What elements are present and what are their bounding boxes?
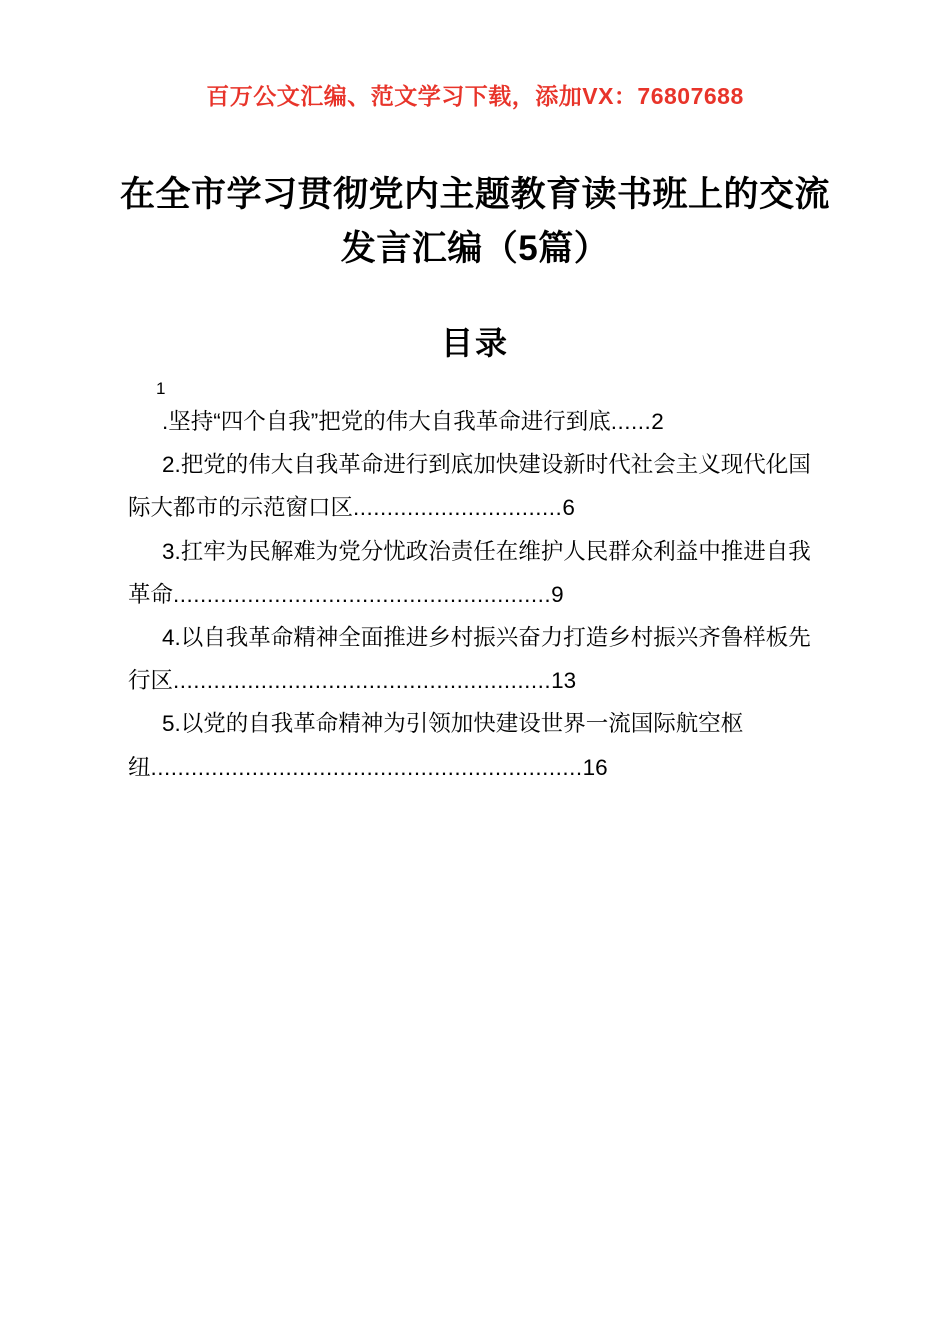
- toc-entry-page: 9: [551, 581, 564, 607]
- toc-leader: ...............................: [353, 495, 563, 521]
- toc-entry-number: 3.: [162, 538, 181, 564]
- toc-entry-page: 16: [582, 754, 608, 780]
- toc-leader: ........................................................: [173, 668, 552, 694]
- toc-entry-title: 以自我革命精神全面推进乡村振兴奋力打造乡村振兴齐鲁样板先行区: [128, 625, 811, 694]
- toc-entry-number: 4.: [162, 625, 181, 651]
- toc-heading: 目录: [440, 325, 509, 361]
- toc-leader: ......: [610, 409, 652, 435]
- table-of-contents: [128, 378, 828, 789]
- toc-entry-number: .: [162, 409, 169, 435]
- toc-entry-title: 扛牢为民解难为党分忧政治责任在维护人民群众利益中推进自我革命: [128, 538, 811, 607]
- toc-entry-page: 6: [562, 495, 575, 521]
- toc-entry-title: 以党的自我革命精神为引领加快建设世界一流国际航空枢纽: [128, 711, 744, 780]
- watermark-text: 百万公文汇编、范文学习下载，添加VX：76807688: [206, 83, 744, 109]
- toc-entry-page: 13: [551, 668, 577, 694]
- toc-entry[interactable]: [128, 530, 828, 616]
- toc-entry-title: 坚持“四个自我”把党的伟大自我革命进行到底: [168, 409, 611, 435]
- toc-entry[interactable]: [128, 443, 828, 529]
- toc-leader: ................................................................: [150, 754, 583, 780]
- toc-entry-number: 2.: [162, 452, 181, 478]
- page-title: 在全市学习贯彻党内主题教育读书班上的交流发言汇编（5篇）: [120, 175, 831, 269]
- toc-orphan-number: 1: [156, 379, 166, 398]
- toc-entry[interactable]: [128, 702, 828, 788]
- toc-entry-title: 把党的伟大自我革命进行到底加快建设新时代社会主义现代化国际大都市的示范窗口区: [128, 452, 811, 521]
- toc-entry-number: 5.: [162, 711, 181, 737]
- toc-entry[interactable]: [128, 616, 828, 702]
- toc-entry[interactable]: [128, 400, 828, 443]
- toc-entry-page: 2: [651, 409, 664, 435]
- toc-leader: ........................................................: [173, 581, 552, 607]
